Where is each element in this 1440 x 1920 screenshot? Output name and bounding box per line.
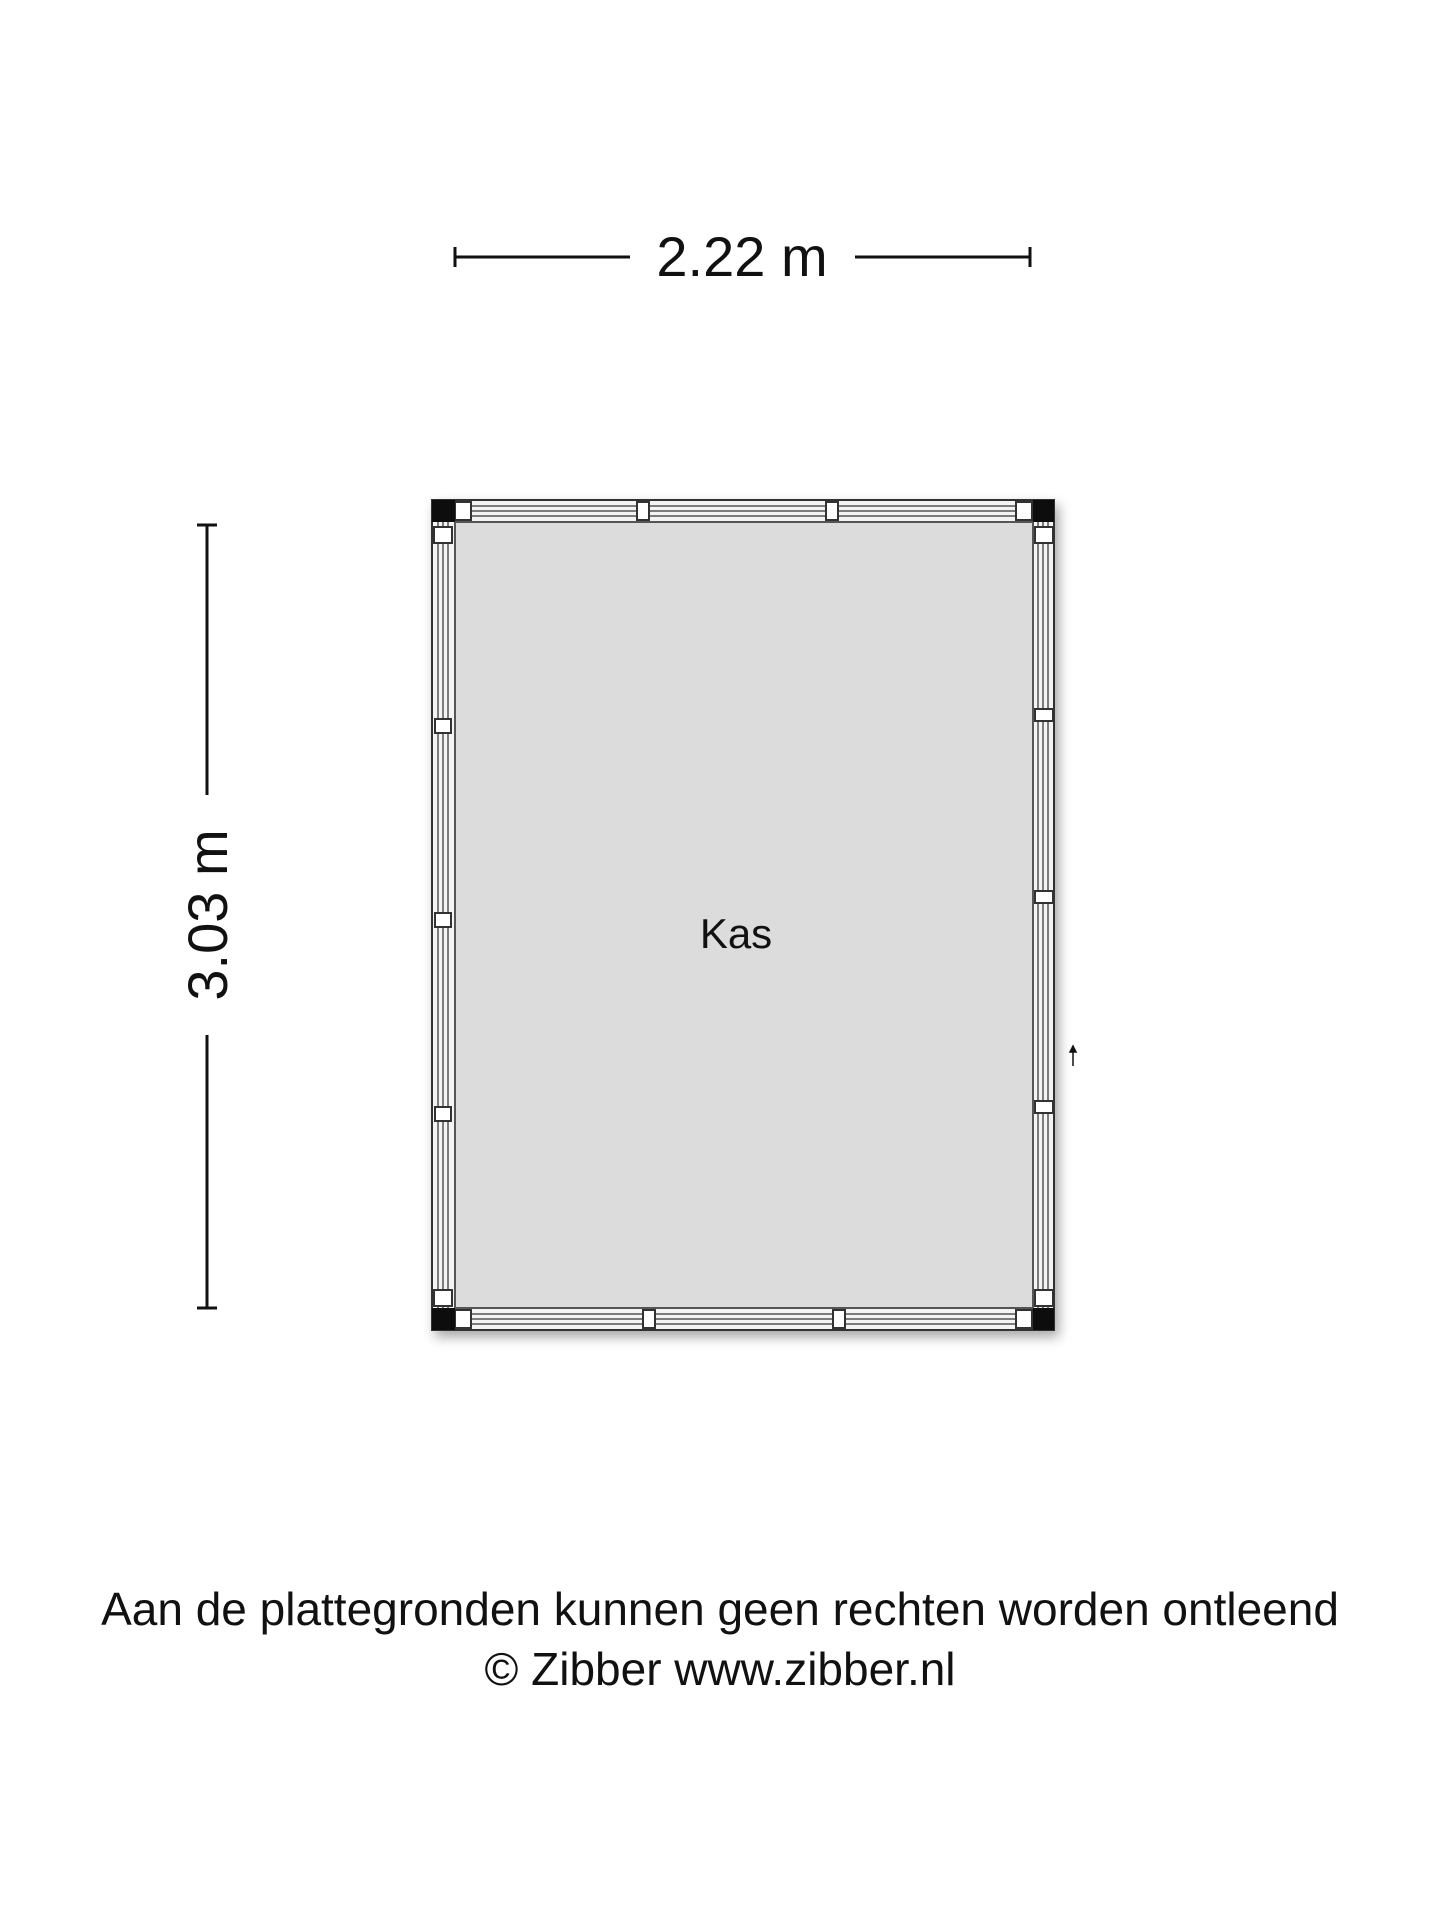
frame-post [1035, 709, 1053, 721]
frame-post [1035, 1101, 1053, 1113]
corner-post [1033, 1308, 1054, 1330]
frame-post [434, 1290, 452, 1306]
frame-post [455, 1310, 471, 1328]
corner-post [432, 1308, 455, 1330]
width-label: 2.22 m [656, 225, 828, 288]
frame-post [637, 502, 649, 520]
height-label: 3.03 m [176, 829, 239, 1001]
frame-post [435, 719, 451, 733]
frame-post [1035, 527, 1053, 543]
height-dimension [176, 525, 239, 1308]
frame-post [826, 502, 838, 520]
frame-post [435, 1107, 451, 1121]
corner-post [432, 500, 455, 522]
frame-post [643, 1310, 655, 1328]
frame-post [455, 502, 471, 520]
frame-post [435, 913, 451, 927]
door-arrow-icon [1070, 1046, 1076, 1066]
copyright-text: © Zibber www.zibber.nl [484, 1643, 956, 1695]
disclaimer-text: Aan de plattegronden kunnen geen rechten worden ontleend [101, 1583, 1339, 1635]
frame-post [1016, 1310, 1032, 1328]
width-dimension [455, 225, 1030, 288]
frame-post [1035, 891, 1053, 903]
frame-post [1035, 1290, 1053, 1306]
frame-post [833, 1310, 845, 1328]
frame-post [1016, 502, 1032, 520]
room-label: Kas [699, 910, 773, 957]
frame-post [434, 527, 452, 543]
corner-post [1033, 500, 1054, 522]
